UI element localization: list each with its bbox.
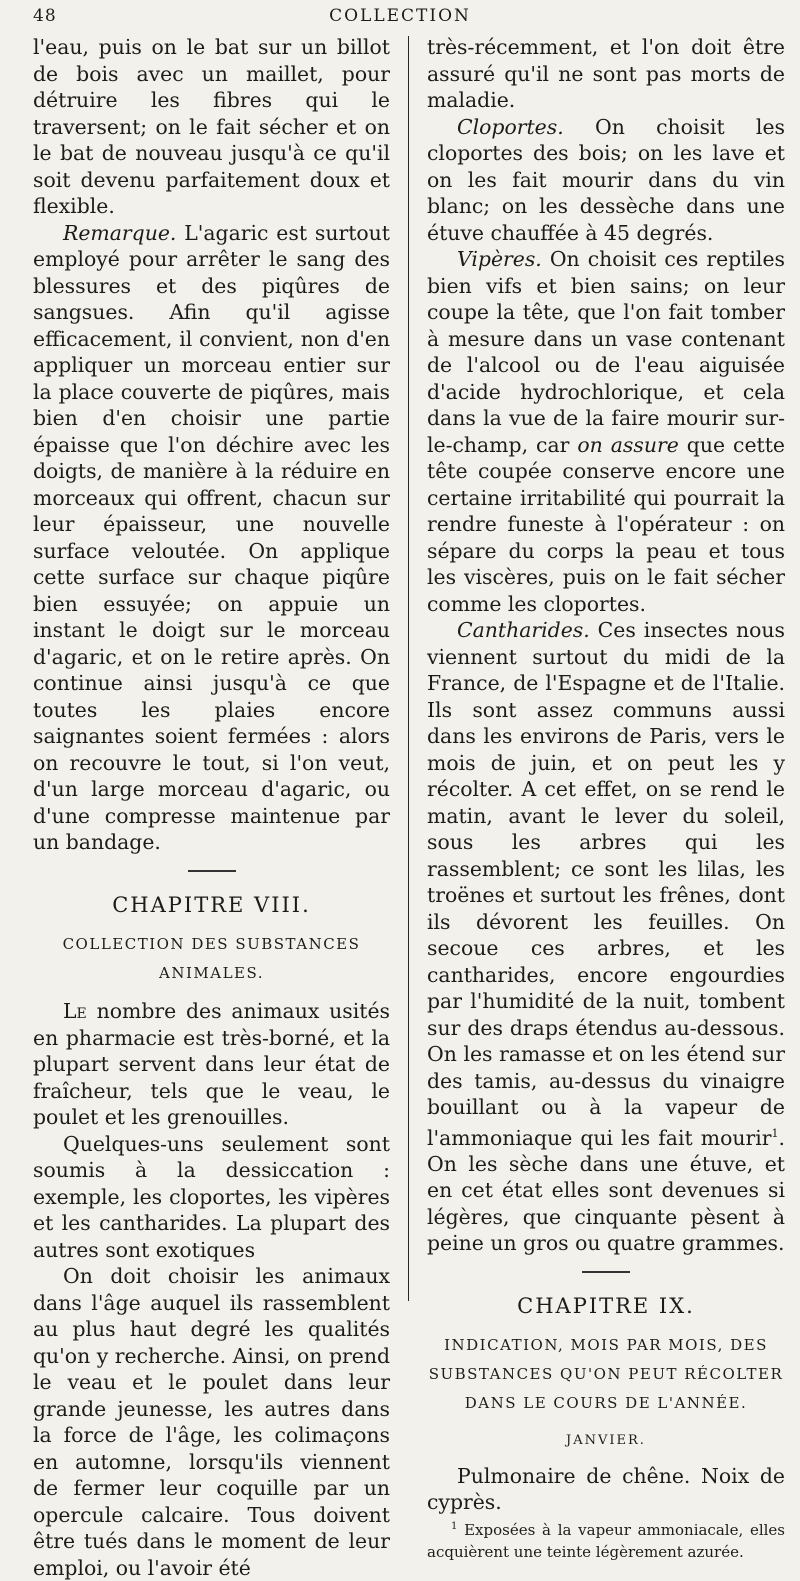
section-separator	[188, 870, 236, 872]
paragraph: On doit choisir les animaux dans l'âge auquel ils rassemblent au plus haut degré les qualités qu'on y recherche. Ainsi, on prend le veau et le poulet dans leur grande jeunesse, les autres dans la force de l'âge, les colimaçons en automne, lorsqu'ils viennent de fermer leur coquille par un opercule calcaire. Tous doivent être tués dans le moment de leur emploi, ou l'avoir été	[33, 1264, 390, 1580]
chapter-title: CHAPITRE IX.	[517, 1293, 695, 1318]
viperes-text-a: On choisit ces reptiles bien vifs et bien sains; on leur coupe la tête, que l'on fait tomber à mesure dans un vase contenant de l'alcool ou de l'eau aiguisée d'acide hydrochlorique, et cela dans la vue de la faire mourir sur-le-champ, car	[427, 247, 785, 457]
column-divider	[408, 36, 409, 1301]
footnote-text: Exposées à la vapeur ammoniacale, elles acquièrent une teinte légèrement azurée.	[427, 1520, 785, 1561]
running-title: COLLECTION	[329, 6, 471, 26]
cantharides-text-b: . On les sèche dans une étuve, et en cet état elles sont devenues si légères, que cinquante pèsent à peine un gros ou quatre grammes.	[427, 1125, 785, 1256]
footnote-mark: 1	[451, 1520, 458, 1532]
footnote	[427, 1516, 785, 1563]
remarque-text: L'agaric est surtout employé pour arrêter le sang des blessures et des piqûres de sangsues. Afin qu'il agisse efficacement, il convient, non d'en appliquer un morceau entier sur la place couverte de piqûres, mais bien d'en choisir une partie épaisse que l'on déchire avec les doigts, de manière à la réduire en morceaux qui offrent, chacun sur leur épaisseur, une nouvelle surface veloutée. On applique cette surface sur chaque piqûre bien essuyée; on appuie un instant le doigt sur le morceau d'agaric, et on le retire après. On continue ainsi jusqu'à ce que toutes les plaies encore saignantes soient fermées : alors on recouvre le tout, si l'on veut, d'un large morceau d'agaric, ou d'une compresse maintenue par un bandage.	[33, 220, 390, 854]
paragraph: Quelques-uns seulement sont soumis à la dessiccation : exemple, les cloportes, les vipères et les cantharides. La plupart des autres sont exotiques	[33, 1131, 390, 1262]
month-heading: JANVIER.	[566, 1433, 646, 1449]
paragraph	[33, 998, 390, 1131]
paragraph-cloportes	[427, 114, 785, 247]
paragraph: très-récemment, et l'on doit être assuré qu'il ne sont pas morts de maladie.	[427, 35, 785, 112]
cantharides-label: Cantharides.	[457, 618, 590, 642]
left-column	[33, 34, 390, 1581]
remarque-label: Remarque.	[63, 220, 177, 245]
page-number: 48	[33, 6, 57, 26]
paragraph: Pulmonaire de chêne. Noix de cyprès.	[427, 1463, 785, 1515]
paragraph-cantharides	[427, 617, 785, 1257]
paragraph-remarque	[33, 220, 390, 856]
chapter-title: CHAPITRE VIII.	[112, 892, 311, 917]
footnote-reference: 1	[771, 1126, 779, 1140]
chapter-subtitle: INDICATION, MOIS PAR MOIS, DES SUBSTANCES QU'ON PEUT RÉCOLTER DANS LE COURS DE L'ANNÉE.	[428, 1336, 784, 1413]
paragraph-text: nombre des animaux usités en pharmacie est très-borné, et la plupart servent dans leur état de fraîcheur, tels que le veau, le poulet et les grenouilles.	[33, 999, 390, 1129]
cloportes-label: Cloportes.	[457, 114, 564, 139]
cloportes-text: On choisit les cloportes des bois; on les lave et on les fait mourir dans du vin blanc; on les dessèche dans une étuve chauffée à 45 degrés.	[427, 114, 785, 245]
paragraph: l'eau, puis on le bat sur un billot de bois avec un maillet, pour détruire les fibres qui le traversent; on le fait sécher et on le bat de nouveau jusqu'à ce qu'il soit devenu parfaitement doux et flexible.	[33, 35, 390, 218]
page-header	[0, 4, 800, 32]
viperes-label: Vipères.	[457, 247, 542, 271]
cantharides-text-a: Ces insectes nous viennent surtout du midi de la France, de l'Espagne et de l'Italie. Ils sont assez communs aussi dans les environs de Paris, vers le mois de juin, et on peut les y récolter. A cet effet, on se rend le matin, avant le lever du soleil, sous les arbres qui les rassemblent; ce sont les lilas, les troënes et surtout les frênes, dont ils dévorent les feuilles. On secoue ces arbres, et les cantharides, encore engourdies par l'humidité de la nuit, tombent sur des draps étendus au-dessous. On les ramasse et on les étend sur des tamis, au-dessus du vinaigre bouillant ou à la vapeur de l'ammoniaque qui les fait mourir	[427, 618, 785, 1150]
section-separator	[582, 1271, 630, 1273]
right-column	[427, 34, 785, 1563]
chapter-subtitle: COLLECTION DES SUBSTANCES ANIMALES.	[62, 935, 361, 982]
viperes-text-b: que cette tête coupée conserve encore une certaine irritabilité qui pourrait la rendre funeste à l'opérateur : on sépare du corps la peau et tous les viscères, puis on le fait sécher comme les cloportes.	[427, 432, 785, 616]
paragraph-viperes	[427, 246, 785, 617]
lead-word: Le	[63, 999, 87, 1023]
on-assure: on assure	[577, 432, 679, 457]
